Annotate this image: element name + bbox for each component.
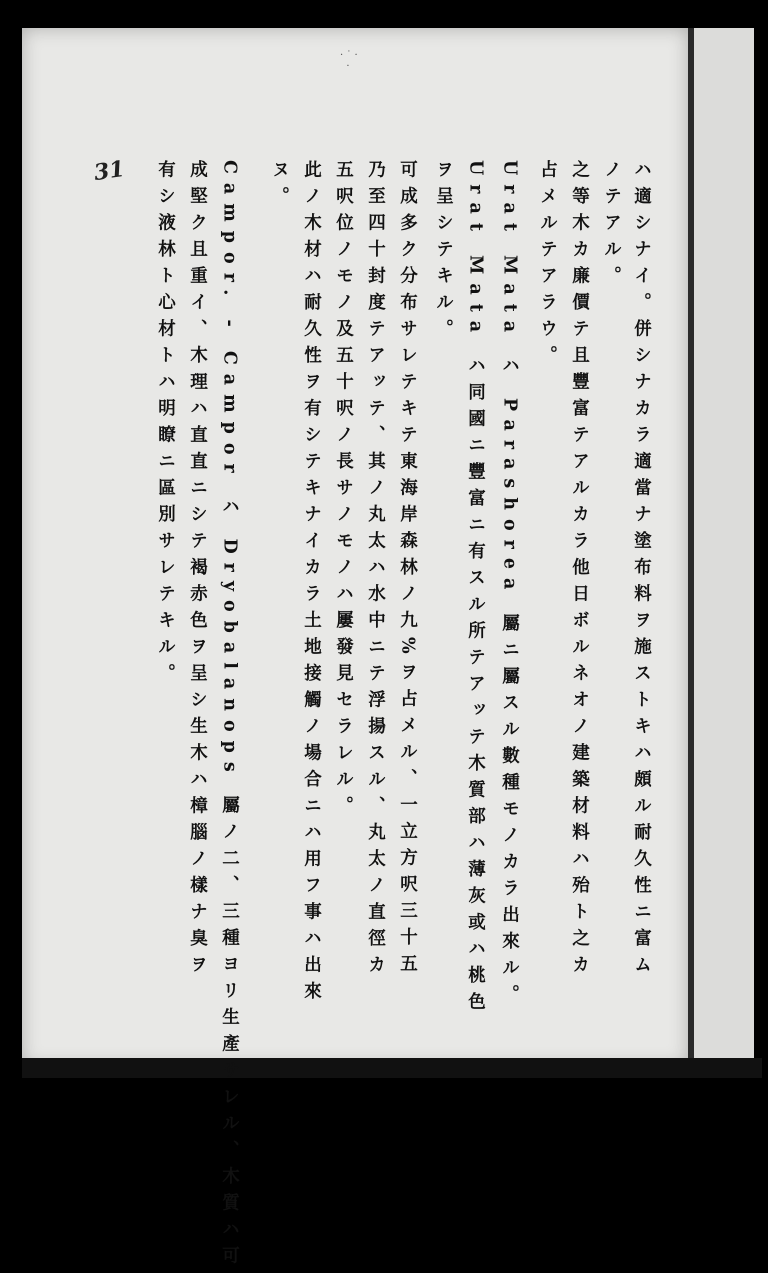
text-column: Urat Mata ハ Parashorea 屬ニ屬スル數種モノカラ出來ル。 — [499, 160, 520, 1011]
page-number: 31 — [92, 155, 127, 187]
vertical-text-block — [155, 160, 652, 1273]
text-column: 成堅ク且重イ、木理ハ直直ニシテ褐赤色ヲ呈シ生木ハ樟腦ノ樣ナ臭ヲ — [187, 160, 208, 982]
text-column: ヲ呈シテキル。 — [433, 160, 454, 346]
text-column: ノテアル。 — [601, 160, 622, 293]
text-column: 五呎位ノモノ及五十呎ノ長サノモノハ屢發見セラレル。 — [333, 160, 354, 823]
text-column: Campor. - Campor ハ Dryobalanops 屬ノ二、三種ヨリ生產サレル、木質ハ可 — [219, 160, 240, 1273]
adjacent-page-edge — [694, 28, 754, 1066]
scan-border — [22, 1058, 762, 1078]
dust-marks: · ˙ · · — [340, 50, 358, 72]
text-column: 可成多ク分布サレテキテ東海岸森林ノ九%ヲ占メル、一立方呎三十五 — [397, 160, 418, 981]
text-column: 之等木カ廉價テ且豐富テアルカラ他日ボルネオノ建築材料ハ殆ト之カ — [569, 160, 590, 982]
text-column: 有シ液林ト心材トハ明瞭ニ區別サレテキル。 — [155, 160, 176, 690]
text-column: Urat Mata ハ同國ニ豐富ニ有スル所テアッテ木質部ハ薄灰或ハ桃色 — [465, 160, 486, 1019]
text-column: ヌ。 — [269, 160, 290, 213]
text-column: 乃至四十封度テアッテ、其ノ丸太ハ水中ニテ浮揚スル、丸太ノ直徑カ — [365, 160, 386, 982]
text-column: 占メルテアラウ。 — [537, 160, 558, 372]
text-column: ハ適シナイ。併シナカラ適當ナ塗布料ヲ施ストキハ頗ル耐久性ニ富ム — [631, 160, 652, 982]
text-column: 此ノ木材ハ耐久性ヲ有シテキナイカラ土地接觸ノ場合ニハ用フ事ハ出來 — [301, 160, 322, 1008]
